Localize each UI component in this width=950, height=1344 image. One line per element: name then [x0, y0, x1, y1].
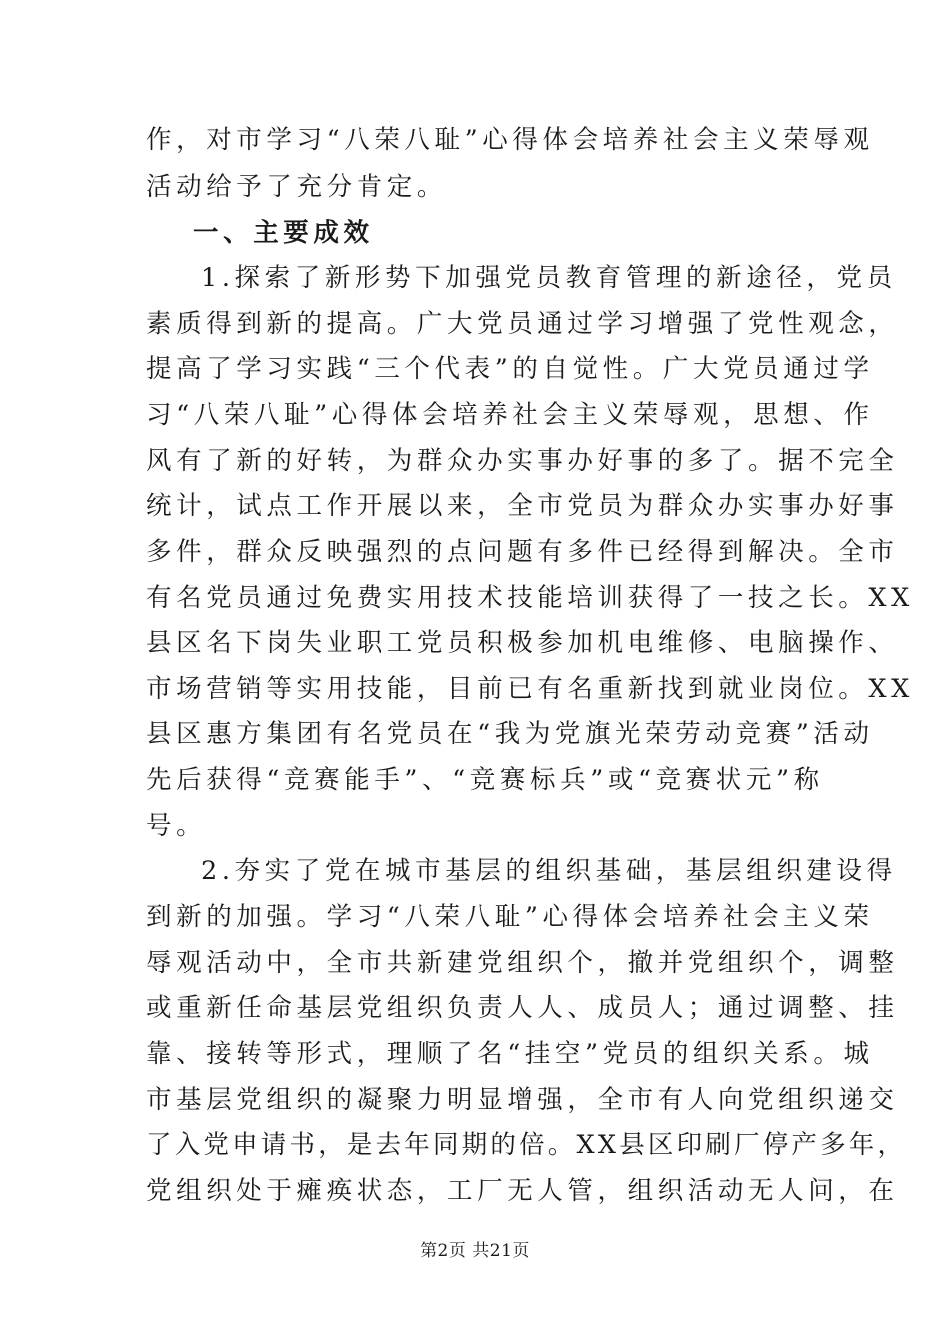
text-line: 多件，群众反映强烈的点问题有多件已经得到解决。全市 — [146, 537, 899, 567]
text-line: 县区惠方集团有名党员在“我为党旗光荣劳动竞赛”活动 — [146, 719, 874, 749]
text-line: 风有了新的好转，为群众办实事办好事的多了。据不完全 — [146, 446, 899, 476]
text-line: 有名党员通过免费实用技术技能培训获得了一技之长。XX — [146, 583, 914, 613]
text-line: 素质得到新的提高。广大党员通过学习增强了党性观念， — [146, 309, 899, 339]
text-line: 号。 — [146, 811, 207, 841]
text-line: 先后获得“竞赛能手”、“竞赛标兵”或“竞赛状元”称 — [146, 765, 824, 795]
text-line: 到新的加强。学习“八荣八耻”心得体会培养社会主义荣 — [146, 902, 874, 932]
text-line: 习“八荣八耻”心得体会培养社会主义荣辱观，思想、作 — [146, 400, 874, 430]
text-line: 1.探索了新形势下加强党员教育管理的新途径，党员 — [201, 263, 897, 293]
text-line: 市基层党组织的凝聚力明显增强，全市有人向党组织递交 — [146, 1085, 899, 1115]
text-line: 提高了学习实践“三个代表”的自觉性。广大党员通过学 — [146, 354, 874, 384]
text-line: 统计，试点工作开展以来，全市党员为群众办实事办好事 — [146, 491, 899, 521]
text-line: 了入党申请书，是去年同期的倍。XX县区印刷厂停产多年， — [146, 1130, 907, 1160]
text-line: 作，对市学习“八荣八耻”心得体会培养社会主义荣辱观 — [146, 125, 874, 155]
text-line: 2.夯实了党在城市基层的组织基础，基层组织建设得 — [201, 856, 897, 886]
text-line: 辱观活动中，全市共新建党组织个，撤并党组织个，调整 — [146, 948, 899, 978]
text-line: 党组织处于瘫痪状态，工厂无人管，组织活动无人问，在 — [146, 1176, 899, 1206]
section-heading: 一、主要成效 — [193, 218, 374, 248]
text-line: 市场营销等实用技能，目前已有名重新找到就业岗位。XX — [146, 674, 914, 704]
text-line: 活动给予了充分肯定。 — [146, 172, 448, 202]
page-footer: 第2页 共21页 — [420, 1241, 530, 1261]
text-line: 靠、接转等形式，理顺了名“挂空”党员的组织关系。城 — [146, 1039, 874, 1069]
text-line: 或重新任命基层党组织负责人人、成员人；通过调整、挂 — [146, 993, 899, 1023]
text-line: 县区名下岗失业职工党员积极参加机电维修、电脑操作、 — [146, 628, 899, 658]
